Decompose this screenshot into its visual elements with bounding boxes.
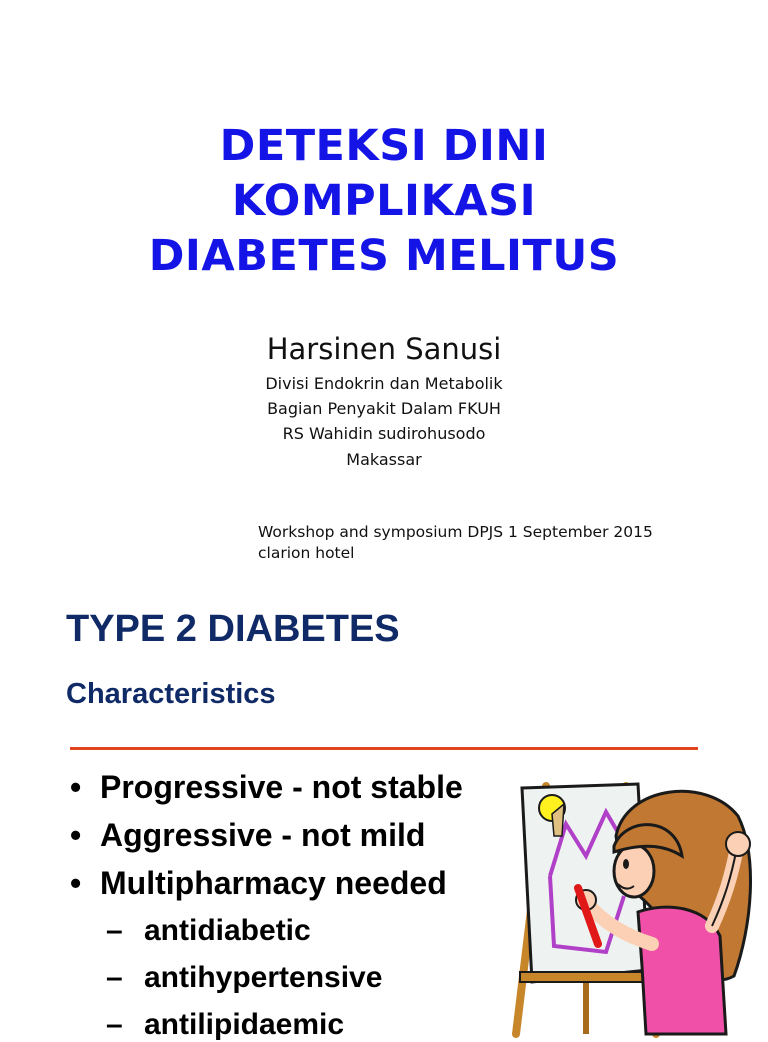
title-line-2: KOMPLIKASI [231,176,537,226]
bullet-marker: • [70,769,82,805]
event-line-2: clarion hotel [258,544,355,562]
bullet-item [70,865,447,902]
bullet-text: Aggressive - not mild [100,817,426,853]
bullet-text: Multipharmacy needed [100,865,447,901]
sub-bullet-text: antihypertensive [144,961,383,994]
bullet-marker: • [70,817,82,853]
bullet-marker: • [70,865,82,901]
sub-bullet-text: antidiabetic [144,914,311,947]
bullet-item [70,769,463,806]
title-line-3: DIABETES MELITUS [148,231,620,281]
content-slide [0,576,768,1041]
bullet-text: Progressive - not stable [100,769,463,805]
sub-bullet-text: antilipidaemic [144,1008,345,1041]
affiliation-line-2: Bagian Penyakit Dalam FKUH [267,399,501,418]
affiliation-line-3: RS Wahidin sudirohusodo [282,424,486,443]
slide-subtitle: Characteristics [66,678,276,710]
affiliation-line-4: Makassar [346,450,422,469]
sub-bullet-marker: – [106,1008,123,1041]
event-line-1: Workshop and symposium DPJS 1 September 2015 [258,523,653,541]
sub-bullet-item [106,961,382,995]
affiliation-line-1: Divisi Endokrin dan Metabolik [265,374,503,393]
author-name: Harsinen Sanusi [266,332,502,366]
sub-bullet-marker: – [106,961,123,994]
title-line-1: DETEKSI DINI [219,121,549,171]
sub-bullet-item [106,1008,344,1042]
sub-bullet-marker: – [106,914,123,947]
girl-painting-easel-icon [506,776,758,1036]
slide-title: TYPE 2 DIABETES [66,608,400,650]
sub-bullet-item [106,914,311,948]
bullet-item [70,817,425,854]
title-divider [70,747,698,750]
